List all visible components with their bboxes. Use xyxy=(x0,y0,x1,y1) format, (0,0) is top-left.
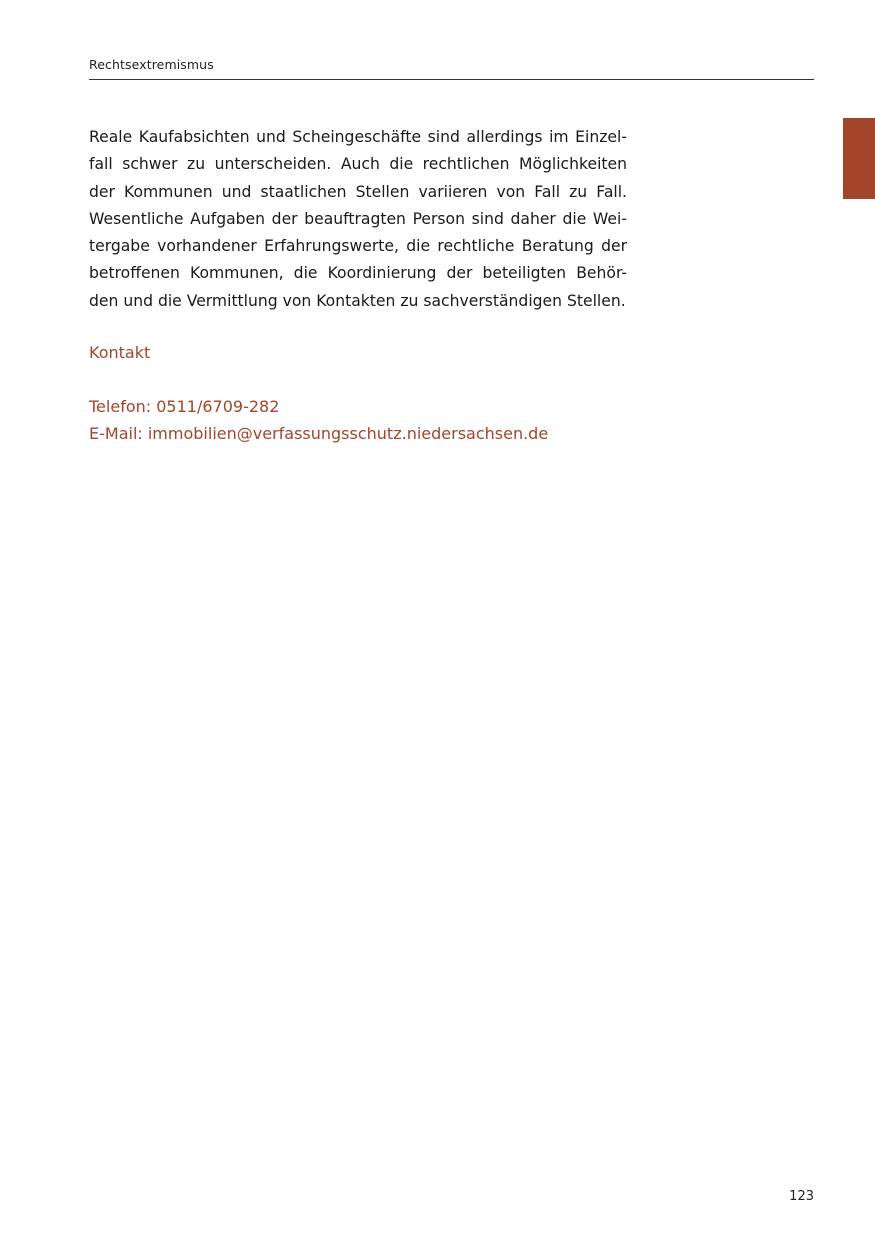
paragraph-line: Reale Kaufabsichten und Scheingeschäfte sind allerdings im Einzel- xyxy=(89,128,627,146)
paragraph-line: der Kommunen und staatlichen Stellen variieren von Fall zu Fall. xyxy=(89,182,627,201)
paragraph-line: betroffenen Kommunen, die Koordinierung der beteiligten Behör- xyxy=(89,264,627,283)
paragraph-line: tergabe vorhandener Erfahrungswerte, die rechtliche Beratung der xyxy=(89,237,627,256)
chapter-tab-marker xyxy=(843,118,875,199)
body-paragraph xyxy=(89,124,627,315)
contact-email[interactable]: E-Mail: immobilien@verfassungsschutz.niedersachsen.de xyxy=(89,424,549,443)
running-header: Rechtsextremismus xyxy=(89,57,214,72)
contact-heading: Kontakt xyxy=(89,343,151,362)
paragraph-line: den und die Vermittlung von Kontakten zu sachverständigen Stellen. xyxy=(89,291,626,310)
paragraph-line: Wesentliche Aufgaben der beauftragten Person sind daher die Wei- xyxy=(89,209,627,228)
page-number: 123 xyxy=(789,1189,814,1204)
contact-phone: Telefon: 0511/6709-282 xyxy=(89,397,280,416)
header-divider xyxy=(89,79,814,80)
paragraph-line: fall schwer zu unterscheiden. Auch die rechtlichen Möglichkeiten xyxy=(89,155,627,174)
